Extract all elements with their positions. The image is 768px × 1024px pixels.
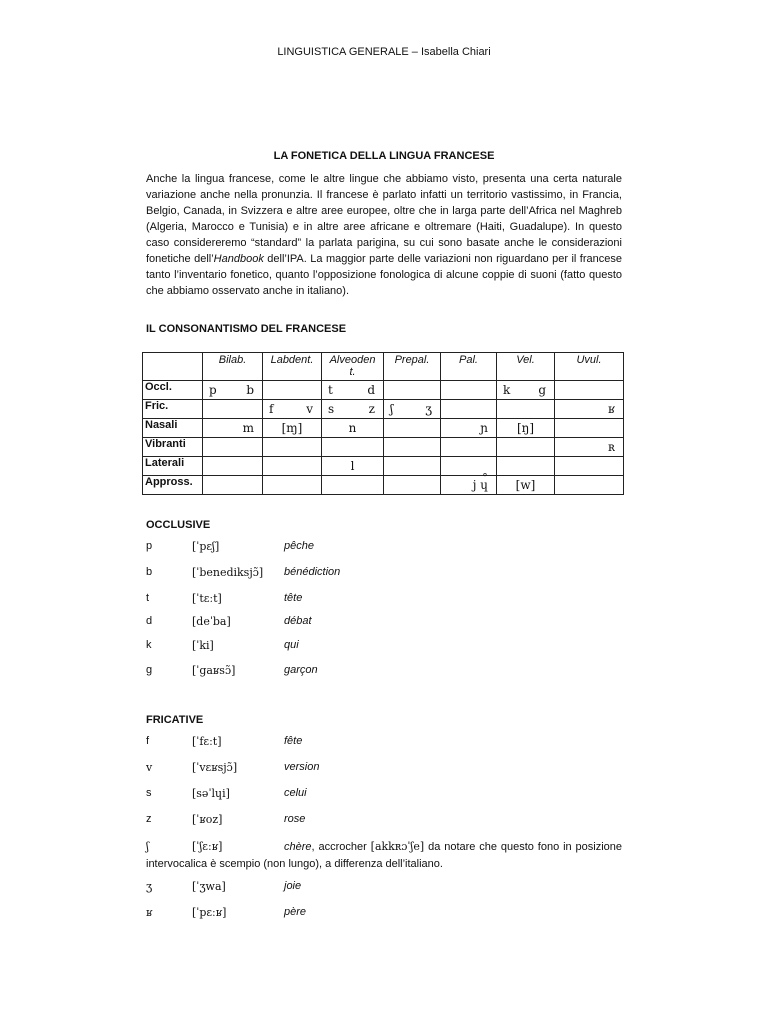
table-row bbox=[143, 400, 624, 419]
document-title: LA FONETICA DELLA LINGUA FRANCESE bbox=[273, 150, 495, 162]
list-item bbox=[146, 880, 626, 896]
table-row bbox=[143, 438, 624, 457]
transcription: [ˈtɛːt] bbox=[192, 592, 222, 605]
example-word: garçon bbox=[284, 664, 318, 676]
note-esh bbox=[146, 838, 622, 873]
example-word: chère bbox=[284, 841, 312, 853]
cell-vib-bilab bbox=[203, 438, 263, 457]
transcription: [ˈfɛːt] bbox=[192, 735, 222, 748]
cell-occl-labdent bbox=[263, 381, 322, 400]
col-bilab: Bilab. bbox=[203, 353, 263, 381]
example-word: joie bbox=[284, 880, 302, 892]
cell-lat-bilab bbox=[203, 457, 263, 476]
cell-fric-vel bbox=[497, 400, 555, 419]
table-header-row bbox=[143, 353, 624, 381]
col-alveodent: Alveoden t. bbox=[322, 353, 384, 381]
transcription: [ˈpɛʃ] bbox=[192, 540, 220, 553]
phone-v: v bbox=[306, 402, 313, 416]
cell-fric-labdent bbox=[263, 400, 322, 419]
cell-fric-prepal bbox=[384, 400, 441, 419]
symbol: v bbox=[146, 761, 153, 774]
phone-b: b bbox=[246, 383, 254, 397]
cell-app-prepal bbox=[384, 476, 441, 495]
cell-lat-alv bbox=[322, 457, 384, 476]
cell-occl-alv bbox=[322, 381, 384, 400]
phone-f: f bbox=[269, 402, 274, 416]
cell-fric-pal bbox=[441, 400, 497, 419]
example-word: fête bbox=[284, 735, 303, 747]
symbol: s bbox=[146, 787, 152, 799]
phone-velar-nasal: [ŋ] bbox=[516, 421, 535, 435]
cell-nas-pal bbox=[441, 419, 497, 438]
phone-k: k bbox=[503, 383, 511, 397]
cell-vib-uvul bbox=[555, 438, 624, 457]
symbol: d bbox=[146, 615, 153, 627]
cell-app-uvul bbox=[555, 476, 624, 495]
cell-lat-prepal bbox=[384, 457, 441, 476]
symbol: ʃ bbox=[146, 840, 149, 853]
list-item bbox=[146, 592, 626, 608]
transcription: [səˈlɥi] bbox=[192, 787, 230, 800]
fricative-heading: FRICATIVE bbox=[146, 714, 204, 726]
example-word: rose bbox=[284, 813, 306, 825]
cell-occl-uvul bbox=[555, 381, 624, 400]
symbol: ʒ bbox=[146, 880, 153, 893]
phone-inverted-r: ʁ bbox=[608, 402, 615, 416]
table-row bbox=[143, 381, 624, 400]
cell-occl-pal bbox=[441, 381, 497, 400]
intro-handbook: Handbook bbox=[213, 253, 264, 265]
row-vibranti: Vibranti bbox=[143, 438, 203, 457]
list-item bbox=[146, 813, 626, 829]
cell-nas-labdent bbox=[263, 419, 322, 438]
intro-part1: Anche la lingua francese, come le altre lingue che abbiamo visto, presenta una certa naturale variazione anche nella pronunzia. Il francese è parlato infatti un territorio vastissimo, in Francia, Belgio, Canada, in Svizzera e altre aree europee, oltre che in larga parte dell’Africa nel Maghreb (Algeria, Marocco e Tunisia) e in altre aree africane e oltremare (Haiti, Guadalupe). In questo caso considereremo “standard” la parlata parigina, su cui sono basate anche le considerazioni fonetiche dell’ bbox=[146, 173, 622, 265]
list-item bbox=[146, 761, 626, 777]
table-row bbox=[143, 476, 624, 495]
phone-j-turned-h: j ɥ bbox=[472, 478, 488, 492]
phone-g: g bbox=[538, 383, 546, 397]
cell-app-alv bbox=[322, 476, 384, 495]
phone-esh: ʃ bbox=[390, 402, 394, 416]
transcription: [ˈpɛːʁ] bbox=[192, 906, 227, 919]
cell-nas-prepal bbox=[384, 419, 441, 438]
phone-n: n bbox=[348, 421, 357, 435]
cell-vib-prepal bbox=[384, 438, 441, 457]
intro-part2: dell’IPA. La maggior parte delle variazioni non riguardano per il francese tanto l’inventario fonetico, quanto l’opposizione fonologica di alcune coppie di suoni (fatto questo che abbiamo osservato anche in italiano). bbox=[146, 253, 622, 297]
note-accrocher-transcription: [akkʀɔˈʃe] bbox=[370, 840, 425, 853]
note-rest: da notare che questo fono in posizione intervocalica è scempio (non lungo), a differenza dell’italiano. bbox=[146, 841, 622, 870]
transcription: [ˈbenediksjɔ̃] bbox=[192, 566, 264, 579]
consonant-table bbox=[142, 352, 624, 495]
cell-lat-labdent bbox=[263, 457, 322, 476]
cell-app-pal bbox=[441, 476, 497, 495]
occlusive-heading: OCCLUSIVE bbox=[146, 519, 211, 531]
list-item bbox=[146, 566, 626, 582]
transcription: [ˈʁoz] bbox=[192, 813, 223, 826]
list-item bbox=[146, 540, 626, 556]
symbol: p bbox=[146, 540, 153, 552]
example-word: qui bbox=[284, 639, 299, 651]
cell-nas-uvul bbox=[555, 419, 624, 438]
transcription: [ˈki] bbox=[192, 639, 214, 652]
cell-lat-pal bbox=[441, 457, 497, 476]
note-separator: , bbox=[311, 841, 319, 853]
cell-vib-pal bbox=[441, 438, 497, 457]
phone-d: d bbox=[367, 383, 375, 397]
symbol: z bbox=[146, 813, 152, 825]
cell-nas-bilab bbox=[203, 419, 263, 438]
example-word: père bbox=[284, 906, 307, 918]
col-prepal: Prepal. bbox=[384, 353, 441, 381]
phone-palatal-nasal: ɲ bbox=[480, 421, 488, 435]
symbol: g bbox=[146, 664, 153, 676]
table-row bbox=[143, 457, 624, 476]
cell-vib-vel bbox=[497, 438, 555, 457]
row-nasali: Nasali bbox=[143, 419, 203, 438]
table-row bbox=[143, 419, 624, 438]
cell-fric-uvul bbox=[555, 400, 624, 419]
example-word: bénédiction bbox=[284, 566, 341, 578]
symbol: k bbox=[146, 639, 152, 651]
phone-ezh: ʒ bbox=[425, 402, 432, 416]
symbol: ʁ bbox=[146, 906, 153, 919]
phone-s: s bbox=[328, 402, 335, 416]
transcription: [ˈʃɛːʁ] bbox=[192, 840, 223, 853]
phone-p: p bbox=[209, 383, 217, 397]
example-word: pêche bbox=[284, 540, 314, 552]
cell-nas-vel bbox=[497, 419, 555, 438]
cell-occl-prepal bbox=[384, 381, 441, 400]
list-item bbox=[146, 787, 626, 803]
list-item bbox=[146, 906, 626, 922]
intro-paragraph bbox=[146, 171, 622, 299]
cell-fric-alv bbox=[322, 400, 384, 419]
col-vel: Vel. bbox=[497, 353, 555, 381]
phone-palatal-lateral-mark: ˳ bbox=[482, 462, 488, 476]
table-corner bbox=[143, 353, 203, 381]
phone-z: z bbox=[368, 402, 375, 416]
page-header: LINGUISTICA GENERALE – Isabella Chiari bbox=[277, 46, 491, 58]
example-word: celui bbox=[284, 787, 307, 799]
transcription: [ˈvɛʁsjɔ̃] bbox=[192, 761, 238, 774]
transcription: [ˈgaʁsɔ̃] bbox=[192, 664, 236, 677]
row-laterali: Laterali bbox=[143, 457, 203, 476]
phone-uvular-trill: ʀ bbox=[608, 440, 615, 454]
phone-m: m bbox=[242, 421, 254, 435]
example-word: débat bbox=[284, 615, 312, 627]
cell-app-bilab bbox=[203, 476, 263, 495]
list-item bbox=[146, 615, 626, 631]
phone-t: t bbox=[328, 383, 333, 397]
example-word: tête bbox=[284, 592, 303, 604]
row-appross: Appross. bbox=[143, 476, 203, 495]
cell-lat-vel bbox=[497, 457, 555, 476]
list-item bbox=[146, 639, 626, 655]
col-pal: Pal. bbox=[441, 353, 497, 381]
cell-occl-bilab bbox=[203, 381, 263, 400]
phone-w: [w] bbox=[515, 478, 536, 492]
cell-vib-alv bbox=[322, 438, 384, 457]
cell-lat-uvul bbox=[555, 457, 624, 476]
symbol: f bbox=[146, 735, 150, 747]
col-uvul: Uvul. bbox=[555, 353, 624, 381]
consonantism-heading: IL CONSONANTISMO DEL FRANCESE bbox=[146, 323, 347, 335]
cell-fric-bilab bbox=[203, 400, 263, 419]
cell-occl-vel bbox=[497, 381, 555, 400]
cell-app-vel bbox=[497, 476, 555, 495]
list-item bbox=[146, 735, 626, 751]
list-item bbox=[146, 664, 626, 680]
example-word: version bbox=[284, 761, 320, 773]
transcription: [ˈʒwa] bbox=[192, 880, 226, 893]
phone-labiodental-nasal: [ɱ] bbox=[281, 421, 303, 435]
symbol: t bbox=[146, 592, 150, 604]
transcription: [deˈba] bbox=[192, 615, 231, 628]
note-accrocher: accrocher bbox=[318, 841, 367, 853]
symbol: b bbox=[146, 566, 153, 578]
row-fric: Fric. bbox=[143, 400, 203, 419]
phone-l: l bbox=[350, 459, 355, 473]
row-occl: Occl. bbox=[143, 381, 203, 400]
cell-vib-labdent bbox=[263, 438, 322, 457]
col-labdent: Labdent. bbox=[263, 353, 322, 381]
cell-app-labdent bbox=[263, 476, 322, 495]
cell-nas-alv bbox=[322, 419, 384, 438]
